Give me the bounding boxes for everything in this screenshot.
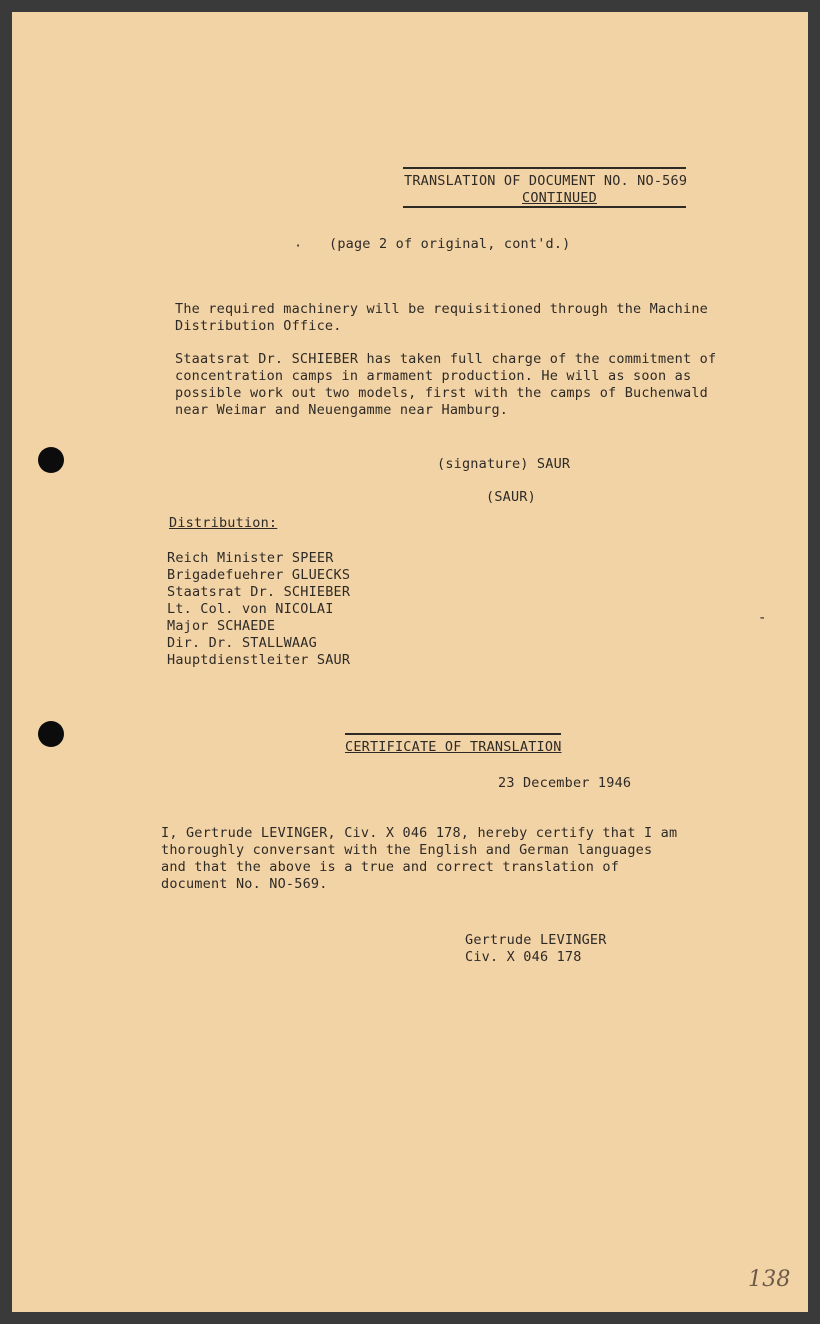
certificate-line: document No. NO-569. (161, 876, 328, 892)
signature-name: (SAUR) (486, 489, 536, 505)
paragraph-line: Distribution Office. (175, 318, 342, 334)
punch-hole-bottom (38, 721, 64, 747)
signer-name: Gertrude LEVINGER (465, 932, 607, 948)
certificate-date: 23 December 1946 (498, 775, 632, 791)
page-note: (page 2 of original, cont'd.) (329, 236, 571, 252)
paragraph-line: near Weimar and Neuengamme near Hamburg. (175, 402, 509, 418)
certificate-line: thoroughly conversant with the English and German languages (161, 842, 653, 858)
signer-id: Civ. X 046 178 (465, 949, 582, 965)
page-number: 138 (748, 1267, 791, 1292)
document-title: TRANSLATION OF DOCUMENT NO. NO-569 (404, 173, 688, 189)
bullet-mark: · (294, 238, 303, 254)
distribution-item: Staatsrat Dr. SCHIEBER (167, 584, 351, 600)
certificate-body (161, 825, 677, 893)
paragraph-line: concentration camps in armament production. He will as soon as (175, 368, 692, 384)
signature-line: (signature) SAUR (437, 456, 571, 472)
certificate-heading: CERTIFICATE OF TRANSLATION (345, 739, 562, 755)
distribution-item: Reich Minister SPEER (167, 550, 334, 566)
paragraph-machinery (175, 301, 708, 335)
document-page (12, 12, 808, 1312)
certificate-line: I, Gertrude LEVINGER, Civ. X 046 178, hereby certify that I am (161, 825, 678, 841)
distribution-heading: Distribution: (169, 515, 278, 531)
distribution-item: Brigadefuehrer GLUECKS (167, 567, 351, 583)
paragraph-schieber (175, 351, 716, 419)
paragraph-line: possible work out two models, first with the camps of Buchenwald (175, 385, 708, 401)
paragraph-line: Staatsrat Dr. SCHIEBER has taken full charge of the commitment of (175, 351, 717, 367)
paragraph-line: The required machinery will be requisitioned through the Machine (175, 301, 708, 317)
distribution-item: Lt. Col. von NICOLAI (167, 601, 334, 617)
header-rule-top (403, 167, 686, 169)
header-rule-bottom (403, 206, 686, 208)
certificate-rule (345, 733, 561, 735)
distribution-item: Hauptdienstleiter SAUR (167, 652, 351, 668)
certificate-signer (465, 932, 607, 966)
punch-hole-top (38, 447, 64, 473)
distribution-list (167, 550, 350, 669)
certificate-line: and that the above is a true and correct translation of (161, 859, 620, 875)
continued-label: CONTINUED (522, 190, 597, 206)
distribution-item: Major SCHAEDE (167, 618, 276, 634)
margin-mark: - (758, 610, 767, 626)
distribution-item: Dir. Dr. STALLWAAG (167, 635, 317, 651)
